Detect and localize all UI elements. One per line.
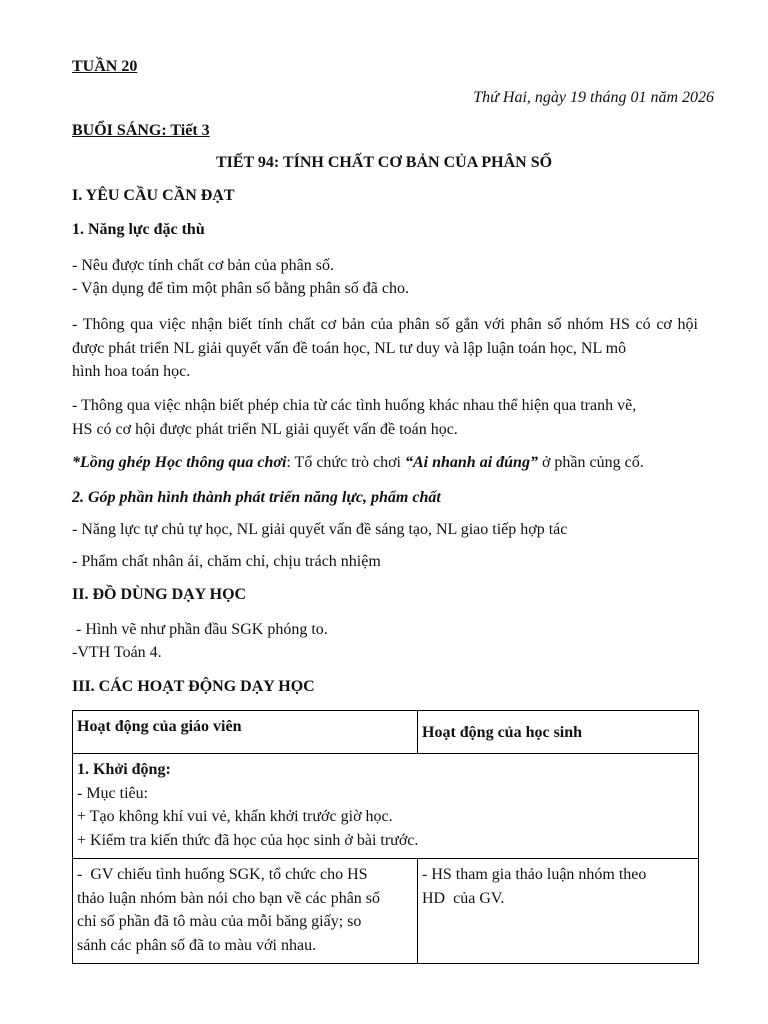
teacher-activity-cell [73,859,418,964]
warmup-line-1: - Mục tiêu: [77,784,149,802]
student-line-2: HD của GV. [422,889,505,907]
teacher-line-2: thảo luận nhóm bàn nói cho bạn về các phân số [77,889,381,907]
session-label: BUỔI SÁNG: Tiết 3 [72,122,210,139]
table-row [73,859,699,964]
header-student: Hoạt động của học sinh [418,711,699,754]
table-row [73,754,699,859]
section1-item2-1: - Năng lực tự chủ tự học, NL giải quyết vấn đề sáng tạo, NL giao tiếp hợp tác [72,521,568,538]
teacher-line-3: chỉ số phần đã tô màu của mỗi băng giấy; so [77,913,362,930]
teacher-line-4: sánh các phân số đã to màu với nhau. [77,936,317,954]
week-label: TUẦN 20 [72,58,138,75]
warmup-line-3: + Kiểm tra kiến thức đã học của học sinh ở bài trước. [77,831,419,849]
section1-para1-main: - Thông qua việc nhận biết tính chất cơ bản của phân số gắn với phân số nhóm HS có cơ hội được phát triển NL giải quyết vấn đề toán học, NL tư duy và lập luận toán học, NL mô [72,316,698,357]
section1-para2-last: HS có cơ hội được phát triển NL giải quyết vấn đề toán học. [72,420,458,438]
section1-item2-2: - Phẩm chất nhân ái, chăm chỉ, chịu trách nhiệm [72,553,381,570]
student-activity-cell [418,859,699,964]
section1-item-2: - Vận dụng để tìm một phân số bằng phân số đã cho. [72,280,409,297]
warmup-title: 1. Khởi động: [77,761,171,778]
integrate-end: ở phần củng cố. [537,454,644,471]
integrate-game: “Ai nhanh ai đúng” [404,454,538,471]
integrate-line [72,453,644,473]
section2-item-1: - Hình vẽ như phần đầu SGK phóng to. [72,621,328,638]
integrate-mid: : Tổ chức trò chơi [286,454,405,471]
warmup-cell [73,754,699,859]
warmup-line-2: + Tạo không khí vui vẻ, khấn khởi trước giờ học. [77,808,393,825]
date-line: Thứ Hai, ngày 19 tháng 01 năm 2026 [473,89,714,106]
lesson-title: TIẾT 94: TÍNH CHẤT CƠ BẢN CỦA PHÂN SỐ [215,154,553,171]
student-line-1: - HS tham gia thảo luận nhóm theo [422,866,647,883]
activities-table [72,710,699,964]
section1-heading: I. YÊU CẦU CẦN ĐẠT [72,187,235,204]
section1-para2-main: - Thông qua việc nhận biết phép chia từ các tình huống khác nhau thể hiện qua tranh vẽ, [72,397,637,414]
section1-sub2: 2. Góp phần hình thành phát triển năng lực, phẩm chất [72,489,441,506]
section1-item-1: - Nêu được tính chất cơ bản của phân số. [72,257,334,274]
section1-para1 [72,313,698,384]
section2-heading: II. ĐỒ DÙNG DẠY HỌC [72,586,247,603]
section1-para1-last: hình hoa toán học. [72,363,191,380]
teacher-line-1: - GV chiếu tình huống SGK, tổ chức cho HS [77,866,368,883]
integrate-label: *Lồng ghép Học thông qua chơi [72,454,287,471]
table-header-row [73,711,699,754]
header-teacher: Hoạt động của giáo viên [73,711,418,754]
section1-para2 [72,394,698,441]
section2-item-2: -VTH Toán 4. [72,644,162,661]
section1-sub1: 1. Năng lực đặc thù [72,221,205,238]
section3-heading: III. CÁC HOẠT ĐỘNG DẠY HỌC [72,678,315,695]
